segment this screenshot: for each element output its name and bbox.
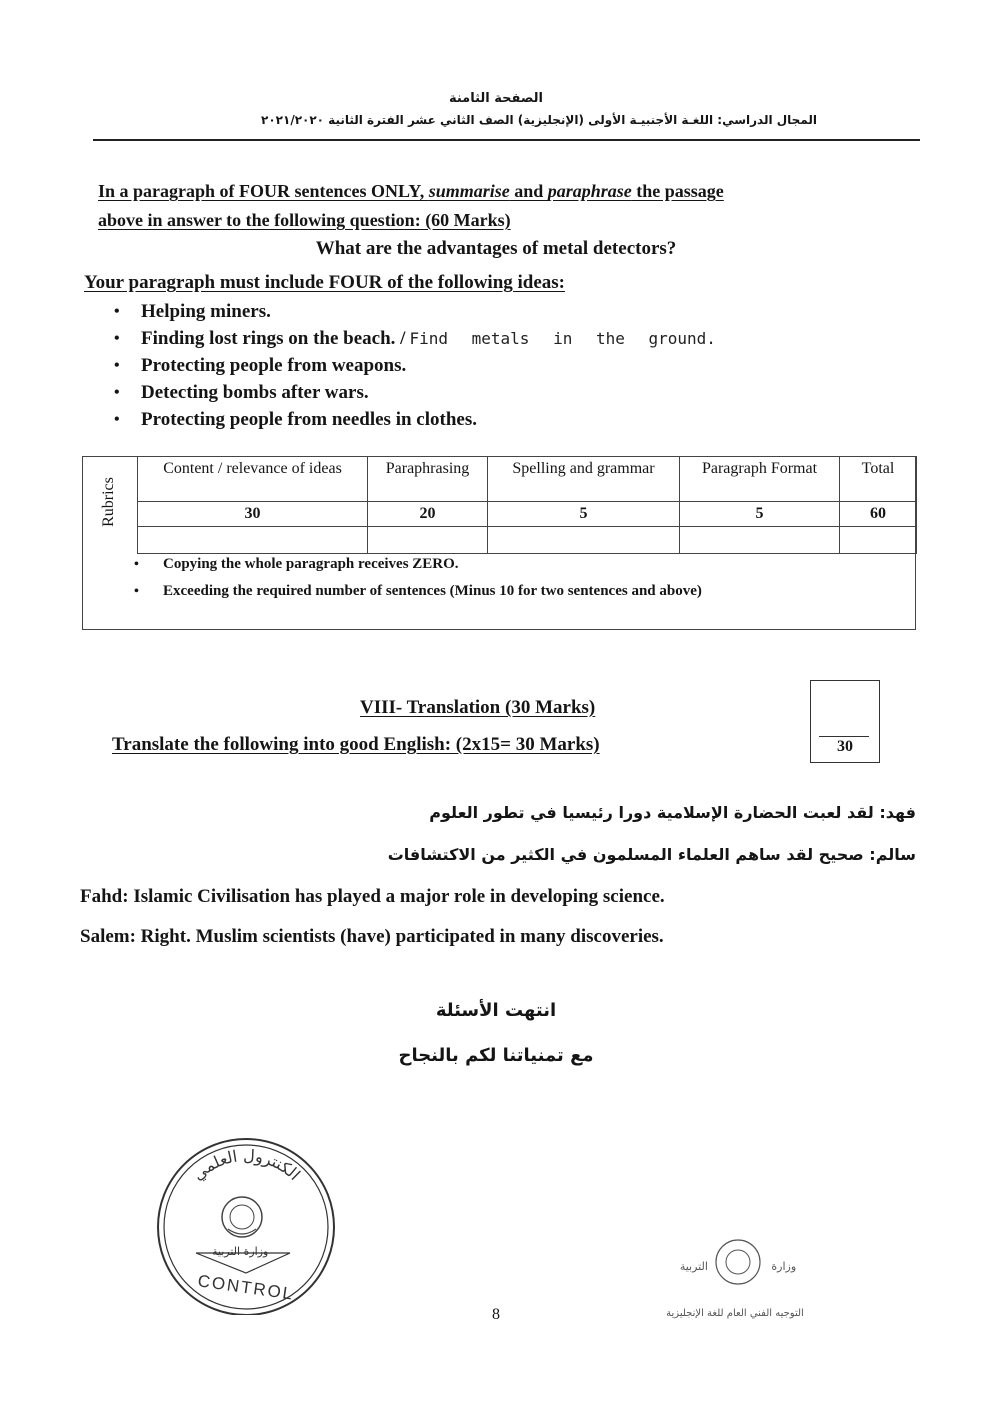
rubric-header: Paraphrasing xyxy=(368,457,488,502)
instruction-part2: the passage xyxy=(631,181,724,201)
translation-title: VIII- Translation (30 Marks) xyxy=(360,697,596,718)
rubrics-label: Rubrics xyxy=(100,477,117,527)
summary-question: What are the advantages of metal detectors? xyxy=(315,238,677,259)
rubric-mark: 5 xyxy=(680,502,840,527)
rubric-mark: 60 xyxy=(840,502,917,527)
closing-line-2: مع تمنياتنا لكم بالنجاح xyxy=(398,1045,594,1066)
page-label: الصفحة الثامنة xyxy=(448,91,544,106)
arabic-line-1: فهد: لقد لعبت الحضارة الإسلامية دورا رئيسيا في تطور العلوم xyxy=(429,803,916,822)
instruction-and: and xyxy=(509,181,548,201)
must-include-heading: Your paragraph must include FOUR of the following ideas: xyxy=(84,272,566,293)
instruction-part1: In a paragraph of FOUR sentences ONLY, xyxy=(98,181,429,201)
english-line-1: Fahd: Islamic Civilisation has played a major role in developing science. xyxy=(80,886,665,907)
rubrics-score-row xyxy=(138,527,917,554)
translation-instruction: Translate the following into good English: (2x15= 30 Marks) xyxy=(112,734,600,755)
idea-item: • Protecting people from needles in clothes. xyxy=(114,406,716,433)
rule-item: • Copying the whole paragraph receives ZERO. xyxy=(132,552,702,579)
instruction-line2: above in answer to the following question: (60 Marks) xyxy=(98,210,511,230)
rule-item: • Exceeding the required number of sentences (Minus 10 for two sentences and above) xyxy=(132,579,702,606)
subject-line: المجال الدراسي: اللغـة الأجنبيـة الأولى (الإنجليزية) الصف الثاني عشر الفترة الثانية ٢٠٢١/٢٠٢٠ xyxy=(261,113,817,127)
arabic-line-2: سالم: صحيح لقد ساهم العلماء المسلمون في الكثير من الاكتشافات xyxy=(387,845,916,864)
header-divider xyxy=(93,139,920,141)
summary-instruction xyxy=(98,177,898,235)
emblem-icon xyxy=(222,1197,262,1237)
mark-box-value: 30 xyxy=(837,738,853,755)
seal-english-text: CONTROL xyxy=(196,1271,296,1304)
rubrics-marks-row xyxy=(138,502,917,527)
stamp-line-1: وزارة التربية xyxy=(679,1260,797,1273)
rubric-header: Spelling and grammar xyxy=(488,457,680,502)
idea-item: • Helping miners. xyxy=(114,298,716,325)
idea-item: • Protecting people from weapons. xyxy=(114,352,716,379)
rubrics-header-row xyxy=(138,457,917,502)
rubric-header: Total xyxy=(840,457,917,502)
rubric-mark: 30 xyxy=(138,502,368,527)
english-line-2: Salem: Right. Muslim scientists (have) participated in many discoveries. xyxy=(80,926,664,947)
instruction-summarise: summarise xyxy=(428,181,510,201)
seal-ministry-text: وزارة التربية xyxy=(212,1245,269,1258)
seal-arabic-text: الكنترول العلمي xyxy=(188,1145,305,1185)
page-number: 8 xyxy=(492,1306,500,1323)
rubrics-table xyxy=(137,456,917,554)
stamp-line-2: التوجيه الفني العام للغة الإنجليزية xyxy=(666,1308,804,1319)
idea-item: • Detecting bombs after wars. xyxy=(114,379,716,406)
rubric-rules xyxy=(132,552,702,606)
control-seal xyxy=(150,1135,342,1315)
handwritten-note: Find metals in the ground. xyxy=(409,329,716,348)
idea-item: • Finding lost rings on the beach. / Find metals in the ground. xyxy=(114,325,716,352)
rubric-mark: 20 xyxy=(368,502,488,527)
rubric-header: Content / relevance of ideas xyxy=(138,457,368,502)
rubric-mark: 5 xyxy=(488,502,680,527)
closing-line-1: انتهت الأسئلة xyxy=(435,1000,557,1021)
instruction-paraphrase: paraphrase xyxy=(547,181,632,201)
mark-line xyxy=(819,736,869,737)
rubric-header: Paragraph Format xyxy=(680,457,840,502)
ideas-list xyxy=(114,298,716,433)
